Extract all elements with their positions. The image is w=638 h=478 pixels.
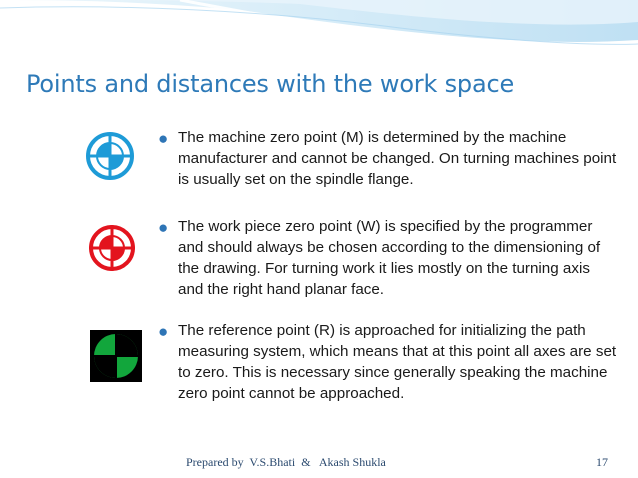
reference-point-icon [90,330,142,382]
machine-zero-point-icon [85,131,135,181]
bullet-dot: ● [158,322,169,341]
page-number: 17 [596,455,608,469]
bullet-dot: ● [158,218,169,237]
header-swoosh-decoration [0,0,638,70]
bullet-dot: ● [158,129,169,148]
footer-author-credit: Prepared by V.S.Bhati & Akash Shukla [186,455,386,469]
bullet-text: The work piece zero point (W) is specified by the programmer and should always be chosen according to the dimensioning of the drawing. For turning work it lies mostly on the turning axis and the right hand planar face. [178,218,601,298]
bullet-text: The reference point (R) is approached for initializing the path measuring system, which means that at this point all axes are set to zero. This is necessary since generally speaking the machine zero point cannot be approached. [178,322,617,402]
bullet-text: The machine zero point (M) is determined by the machine manufacturer and cannot be changed. On turning machines point is usually set on the spindle flange. [178,129,617,188]
workpiece-zero-point-icon [87,223,137,273]
slide-title: Points and distances with the work space [26,70,515,98]
